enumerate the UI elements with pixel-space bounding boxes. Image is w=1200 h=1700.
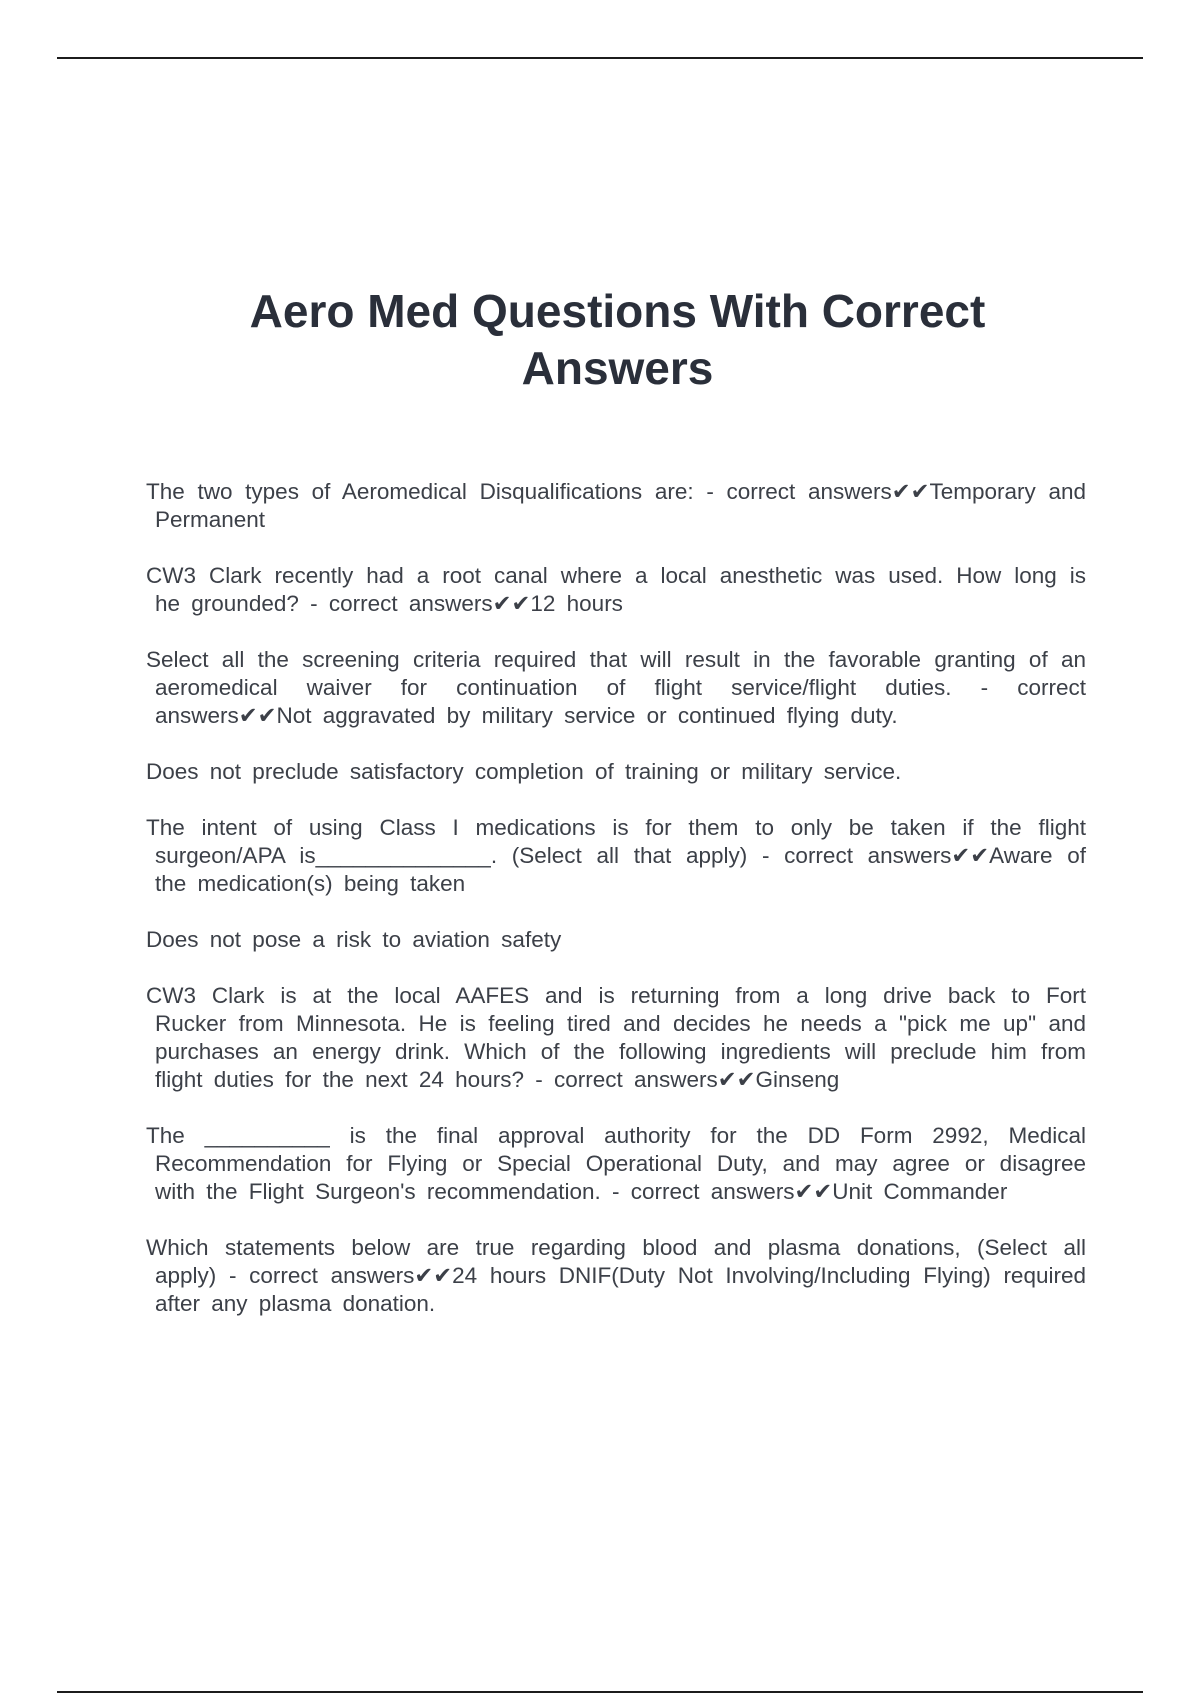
qa-paragraph-6: Does not pose a risk to aviation safety xyxy=(146,927,562,952)
qa-paragraph-2: CW3 Clark recently had a root canal where a local anesthetic was used. How long is he grounded? - correct answers✔✔12 hours xyxy=(146,563,1086,616)
document-title: Aero Med Questions With Correct Answers xyxy=(249,285,986,394)
qa-paragraph-8: The __________ is the final approval authority for the DD Form 2992, Medical Recommendation for Flying or Special Operational Duty, and may agree or disagree with the Flight Surgeon's recommendation. - correct answers✔✔Unit Commander xyxy=(146,1123,1086,1204)
bottom-rule xyxy=(57,1691,1143,1693)
top-rule xyxy=(57,57,1143,59)
qa-paragraph-9: Which statements below are true regarding blood and plasma donations, (Select all apply) - correct answers✔✔24 hours DNIF(Duty Not Involving/Including Flying) required after any plasma donation. xyxy=(146,1235,1086,1316)
qa-paragraph-3: Select all the screening criteria required that will result in the favorable granting of an aeromedical waiver for continuation of flight service/flight duties. - correct answers✔✔Not aggravated by military service or continued flying duty. xyxy=(146,647,1086,728)
qa-paragraph-7: CW3 Clark is at the local AAFES and is returning from a long drive back to Fort Rucker from Minnesota. He is feeling tired and decides he needs a "pick me up" and purchases an energy drink. Which of the following ingredients will preclude him from flight duties for the next 24 hours? - correct answers✔✔Ginseng xyxy=(146,983,1086,1092)
qa-paragraph-5: The intent of using Class I medications is for them to only be taken if the flight surgeon/APA is______________. (Select all that apply) - correct answers✔✔Aware of the medication(s) being taken xyxy=(146,815,1086,896)
qa-list xyxy=(146,478,1086,1346)
qa-paragraph-1: The two types of Aeromedical Disqualifications are: - correct answers✔✔Temporary and Permanent xyxy=(146,479,1086,532)
qa-paragraph-4: Does not preclude satisfactory completion of training or military service. xyxy=(146,759,902,784)
